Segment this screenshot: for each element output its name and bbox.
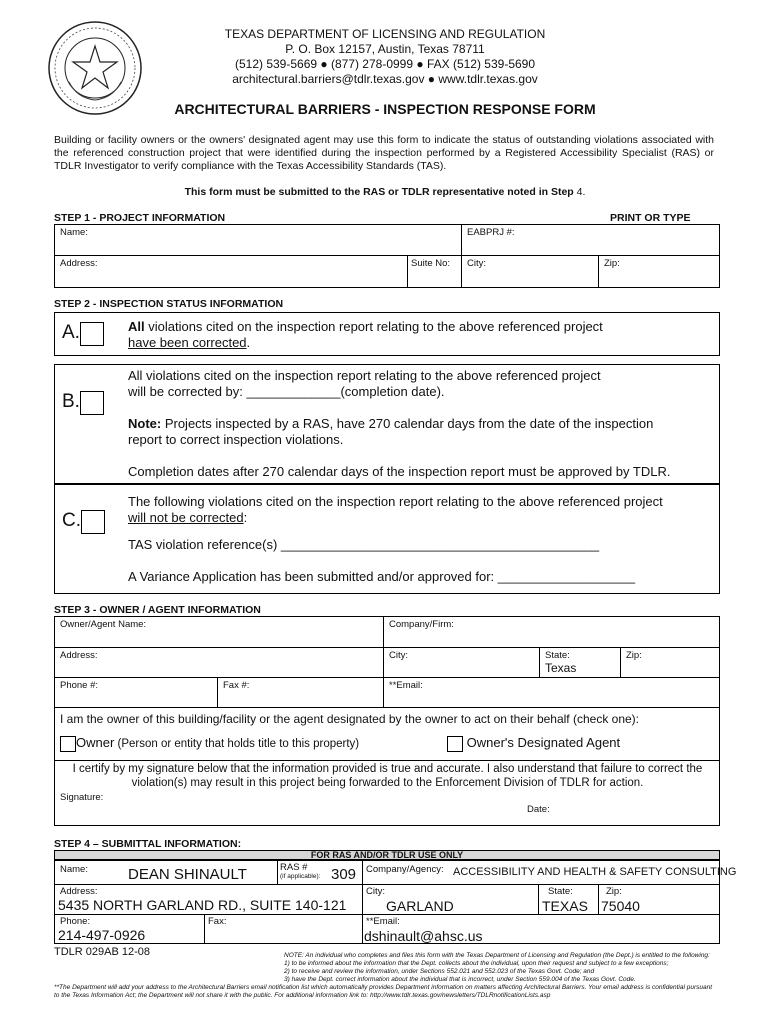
option-c [62,510,105,534]
agent-checkbox[interactable] [447,736,463,752]
ras-number-sublabel: (if applicable): [280,873,321,880]
ras-state-value[interactable]: TEXAS [542,898,588,914]
form-title: ARCHITECTURAL BARRIERS - INSPECTION RESPONSE FORM [174,101,596,117]
option-b-checkbox[interactable] [80,391,104,415]
owner-city-field[interactable]: City: [389,650,408,661]
agent-option [447,735,620,752]
option-b-text: All violations cited on the inspection report relating to the above referenced project will be corrected by: _____________(completion date). [128,368,601,399]
owner-name-field[interactable]: Owner/Agent Name: [60,619,147,630]
ras-name-value[interactable]: DEAN SHINAULT [128,866,247,883]
owner-phone-field[interactable]: Phone #: [60,680,99,691]
option-c-text: The following violations cited on the inspection report relating to the above referenced project will not be corrected: [128,494,663,525]
step3-heading: STEP 3 - OWNER / AGENT INFORMATION [54,604,261,616]
step2-heading: STEP 2 - INSPECTION STATUS INFORMATION [54,298,284,310]
submit-instruction: This form must be submitted to the RAS or TDLR representative noted in Step 4. [184,186,586,198]
owner-state-label: State: [545,650,570,661]
ras-fax-label: Fax: [208,916,227,927]
agency-phones: (512) 539-5669 ● (877) 278-0999 ● FAX (512) 539-5690 [234,57,536,71]
option-b-letter: B. [62,391,80,413]
option-b [62,391,104,415]
suite-field[interactable]: Suite No: [411,258,451,269]
ras-state-label: State: [548,886,573,897]
option-b-completion: Completion dates after 270 calendar days of the inspection report must be approved by TDLR. [128,464,671,479]
option-a-checkbox[interactable] [80,322,104,346]
ras-use-banner: FOR RAS AND/OR TDLR USE ONLY [54,850,720,860]
project-name-field[interactable]: Name: [60,227,88,238]
ras-name-label: Name: [60,864,88,875]
signature-field[interactable]: Signature: [60,792,104,803]
option-b-note: Note: Projects inspected by a RAS, have 270 calendar days from the date of the inspection report to correct inspection violations. [128,416,654,447]
ras-phone-label: Phone: [60,916,91,927]
ras-city-value[interactable]: GARLAND [386,898,454,914]
ras-number-value[interactable]: 309 [331,866,357,883]
owner-zip-field[interactable]: Zip: [626,650,642,661]
owner-state-value[interactable]: Texas [545,661,577,675]
option-a-letter: A. [62,322,80,344]
ras-email-value[interactable]: dshinault@ahsc.us [364,928,483,944]
option-c-checkbox[interactable] [81,510,105,534]
owner-checkbox[interactable] [60,736,76,752]
intro-paragraph: Building or facility owners or the owners' designated agent may use this form to indicate the status of outstanding violations associated with the referenced construction project that were identified during the inspection performed by a Registered Accessibility Specialist (RAS) or TDLR Investigator to verify compliance with the Texas Accessibility Standards (TAS). [54,134,714,172]
ras-city-label: City: [366,886,385,897]
ras-company-label: Company/Agency: [366,864,444,875]
ras-number-label: RAS # [280,862,308,873]
step1-box [54,224,720,288]
owner-fax-field[interactable]: Fax #: [223,680,250,691]
ras-address-label: Address: [60,886,98,897]
email-list-note: **The Department will add your address to the Architectural Barriers email notification list which automatically provides Department information on matters affecting Architectural Barriers. Your email address is confidential pursuant to the Texas Information Act; the Department will not share it with the public. For additional information link to: http://www.tdlr.texas.gov/newsletters/TDLRnotificationLists.asp [54,984,713,999]
project-zip-field[interactable]: Zip: [604,258,620,269]
variance-field[interactable]: A Variance Application has been submitted and/or approved for: ___________________ [128,569,636,584]
privacy-note [284,952,724,984]
owner-email-field[interactable]: **Email: [389,680,423,691]
project-city-field[interactable]: City: [467,258,486,269]
project-address-field[interactable]: Address: [60,258,98,269]
option-a-text: All violations cited on the inspection report relating to the above referenced project have been corrected. [128,319,603,350]
certification-text: I certify by my signature below that the information provided is true and accurate. I also understand that failure to correct the violation(s) may result in this project being forwarded to the Enforcement Division of TDLR for action. [72,763,703,789]
agency-contact: architectural.barriers@tdlr.texas.gov ● www.tdlr.texas.gov [232,72,538,86]
company-field[interactable]: Company/Firm: [389,619,454,630]
print-or-type: PRINT OR TYPE [610,212,691,224]
agent-label: Owner's Designated Agent [466,735,621,750]
owner-address-field[interactable]: Address: [60,650,98,661]
privacy-note-3: 3) have the Dept. correct information about the individual that is incorrect, under Section 559.004 of the Texas Govt. Code. [284,976,636,983]
ras-zip-value[interactable]: 75040 [601,898,640,914]
owner-option [60,735,359,752]
step4-heading: STEP 4 – SUBMITTAL INFORMATION: [54,838,242,850]
ras-email-label: **Email: [366,916,400,927]
agency-name: TEXAS DEPARTMENT OF LICENSING AND REGULATION [224,27,546,41]
owner-desc: (Person or entity that holds title to this property) [114,738,360,750]
privacy-note-1: 1) to be informed about the information that the Dept. collects about the individual, upon their request and subject to a few exceptions; [284,960,669,967]
date-field[interactable]: Date: [527,804,550,815]
ras-company-value[interactable]: ACCESSIBILITY AND HEALTH & SAFETY CONSULTING [453,866,737,878]
owner-statement: I am the owner of this building/facility or the agent designated by the owner to act on their behalf (check one): [60,712,640,726]
privacy-note-lead: NOTE: An individual who completes and files this form with the Texas Department of Licensing and Regulation (the Dept.) is entitled to the following: [284,952,710,959]
option-a [62,322,104,346]
ras-address-value[interactable]: 5435 NORTH GARLAND RD., SUITE 140-121 [58,897,347,913]
ras-zip-label: Zip: [606,886,622,897]
tas-reference-field[interactable]: TAS violation reference(s) ____________________________________________ [128,537,600,552]
owner-label: Owner [76,735,115,750]
form-id: TDLR 029AB 12-08 [54,946,150,958]
agency-address: P. O. Box 12157, Austin, Texas 78711 [285,42,485,56]
eabprj-field[interactable]: EABPRJ #: [467,227,515,238]
option-c-letter: C. [62,510,81,532]
step1-heading: STEP 1 - PROJECT INFORMATION [54,212,226,224]
ras-phone-value[interactable]: 214-497-0926 [58,927,146,943]
privacy-note-2: 2) to receive and review the information, under Sections 552.021 and 552.023 of the Texas Govt. Code; and [284,968,595,975]
